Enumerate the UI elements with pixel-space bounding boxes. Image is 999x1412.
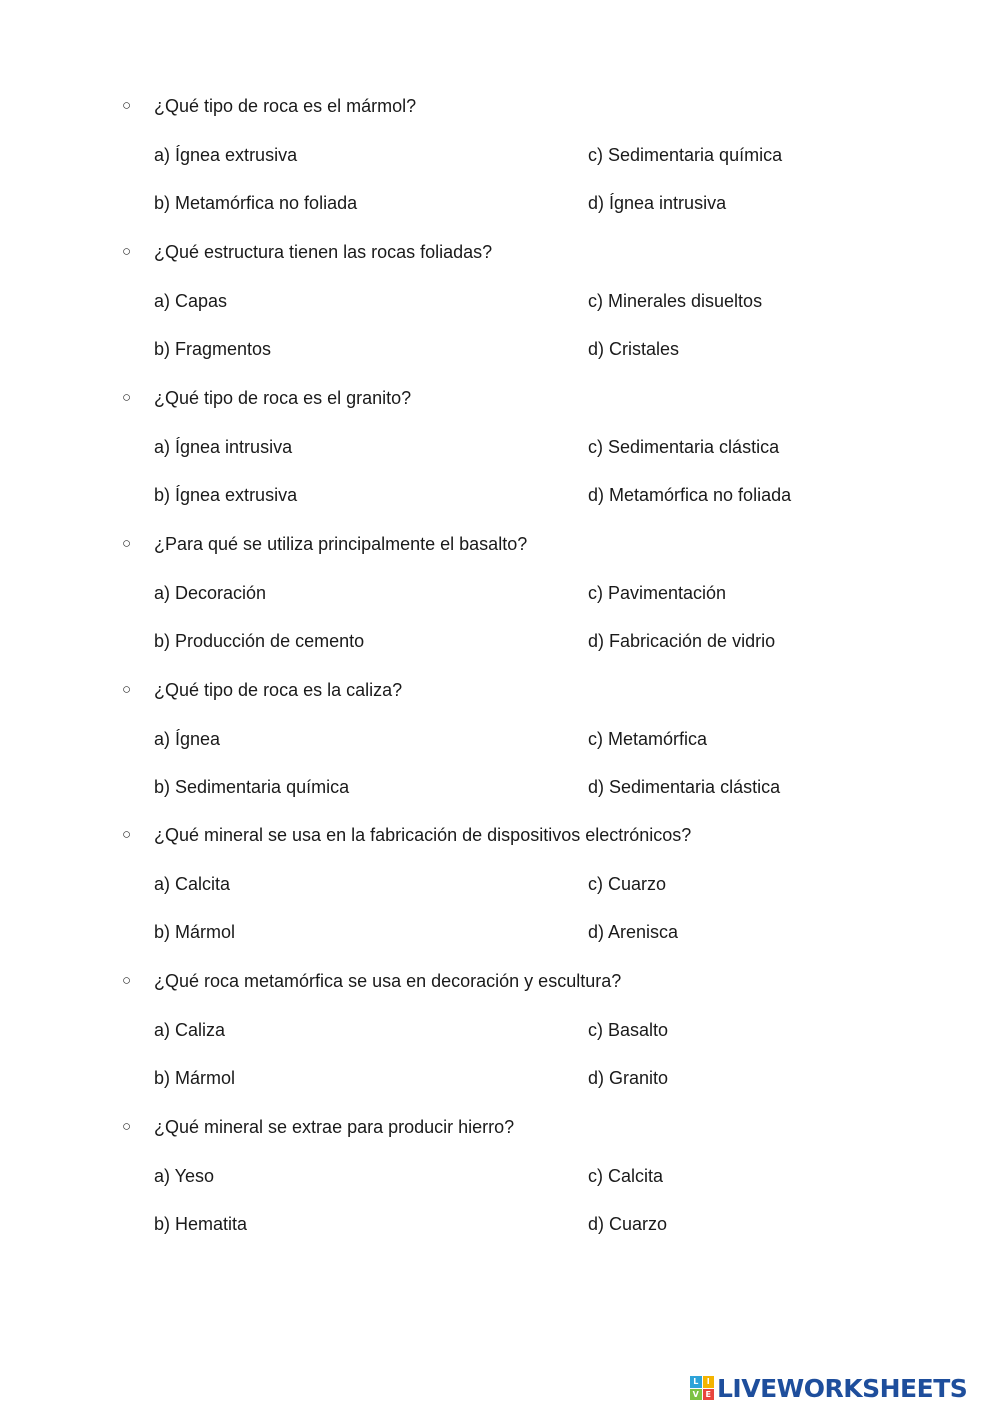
bullet-icon: ○ (122, 1118, 132, 1135)
option-a[interactable]: a) Ígnea intrusiva (154, 437, 293, 457)
option-d[interactable]: d) Ígnea intrusiva (588, 193, 727, 213)
option-c[interactable]: c) Basalto (588, 1020, 669, 1040)
question-line (0, 823, 999, 847)
question-text: ¿Qué tipo de roca es el granito? (154, 388, 412, 408)
option-b[interactable]: b) Fragmentos (154, 339, 272, 359)
bullet-icon: ○ (122, 97, 132, 114)
option-b[interactable]: b) Ígnea extrusiva (154, 485, 298, 505)
question-text: ¿Qué mineral se usa en la fabricación de dispositivos electrónicos? (154, 825, 692, 845)
logo-square: I (703, 1376, 715, 1388)
option-c[interactable]: c) Cuarzo (588, 874, 667, 894)
question-line (0, 240, 999, 264)
option-b[interactable]: b) Sedimentaria química (154, 777, 350, 797)
bullet-icon: ○ (122, 681, 132, 698)
option-c[interactable]: c) Metamórfica (588, 729, 708, 749)
bullet-icon: ○ (122, 243, 132, 260)
option-b[interactable]: b) Producción de cemento (154, 631, 365, 651)
option-a[interactable]: a) Caliza (154, 1020, 226, 1040)
option-b[interactable]: b) Hematita (154, 1214, 248, 1234)
question-text: ¿Para qué se utiliza principalmente el basalto? (154, 534, 528, 554)
option-a[interactable]: a) Decoración (154, 583, 267, 603)
question-line (0, 386, 999, 410)
logo-square: E (703, 1389, 715, 1401)
option-d[interactable]: d) Cristales (588, 339, 680, 359)
question-text: ¿Qué estructura tienen las rocas foliadas? (154, 242, 493, 262)
option-d[interactable]: d) Cuarzo (588, 1214, 668, 1234)
bullet-icon: ○ (122, 972, 132, 989)
liveworksheets-logo (690, 1372, 967, 1404)
question-item (0, 678, 999, 824)
question-line (0, 969, 999, 993)
question-item (0, 240, 999, 386)
option-a[interactable]: a) Yeso (154, 1166, 215, 1186)
question-line (0, 1115, 999, 1139)
option-a[interactable]: a) Ígnea extrusiva (154, 145, 298, 165)
option-b[interactable]: b) Mármol (154, 922, 236, 942)
option-d[interactable]: d) Fabricación de vidrio (588, 631, 776, 651)
question-item (0, 823, 999, 969)
option-b[interactable]: b) Mármol (154, 1068, 236, 1088)
option-c[interactable]: c) Sedimentaria clástica (588, 437, 780, 457)
option-a[interactable]: a) Ígnea (154, 729, 221, 749)
question-item (0, 94, 999, 240)
brand-logo-icon (690, 1376, 714, 1400)
question-line (0, 678, 999, 702)
question-text: ¿Qué tipo de roca es la caliza? (154, 680, 403, 700)
option-b[interactable]: b) Metamórfica no foliada (154, 193, 358, 213)
option-c[interactable]: c) Calcita (588, 1166, 664, 1186)
option-d[interactable]: d) Granito (588, 1068, 669, 1088)
question-text: ¿Qué roca metamórfica se usa en decoración y escultura? (154, 971, 622, 991)
question-item (0, 1115, 999, 1261)
logo-square: V (690, 1389, 702, 1401)
logo-square: L (690, 1376, 702, 1388)
option-c[interactable]: c) Minerales disueltos (588, 291, 763, 311)
brand-name: LIVEWORKSHEETS (717, 1373, 968, 1403)
option-a[interactable]: a) Capas (154, 291, 228, 311)
option-a[interactable]: a) Calcita (154, 874, 231, 894)
question-line (0, 532, 999, 556)
bullet-icon: ○ (122, 535, 132, 552)
question-text: ¿Qué tipo de roca es el mármol? (154, 96, 417, 116)
option-d[interactable]: d) Sedimentaria clástica (588, 777, 781, 797)
option-c[interactable]: c) Pavimentación (588, 583, 727, 603)
option-d[interactable]: d) Metamórfica no foliada (588, 485, 792, 505)
question-item (0, 386, 999, 532)
option-d[interactable]: d) Arenisca (588, 922, 679, 942)
bullet-icon: ○ (122, 389, 132, 406)
question-line (0, 94, 999, 118)
question-item (0, 969, 999, 1115)
question-text: ¿Qué mineral se extrae para producir hierro? (154, 1117, 515, 1137)
question-item (0, 532, 999, 678)
bullet-icon: ○ (122, 826, 132, 843)
option-c[interactable]: c) Sedimentaria química (588, 145, 783, 165)
